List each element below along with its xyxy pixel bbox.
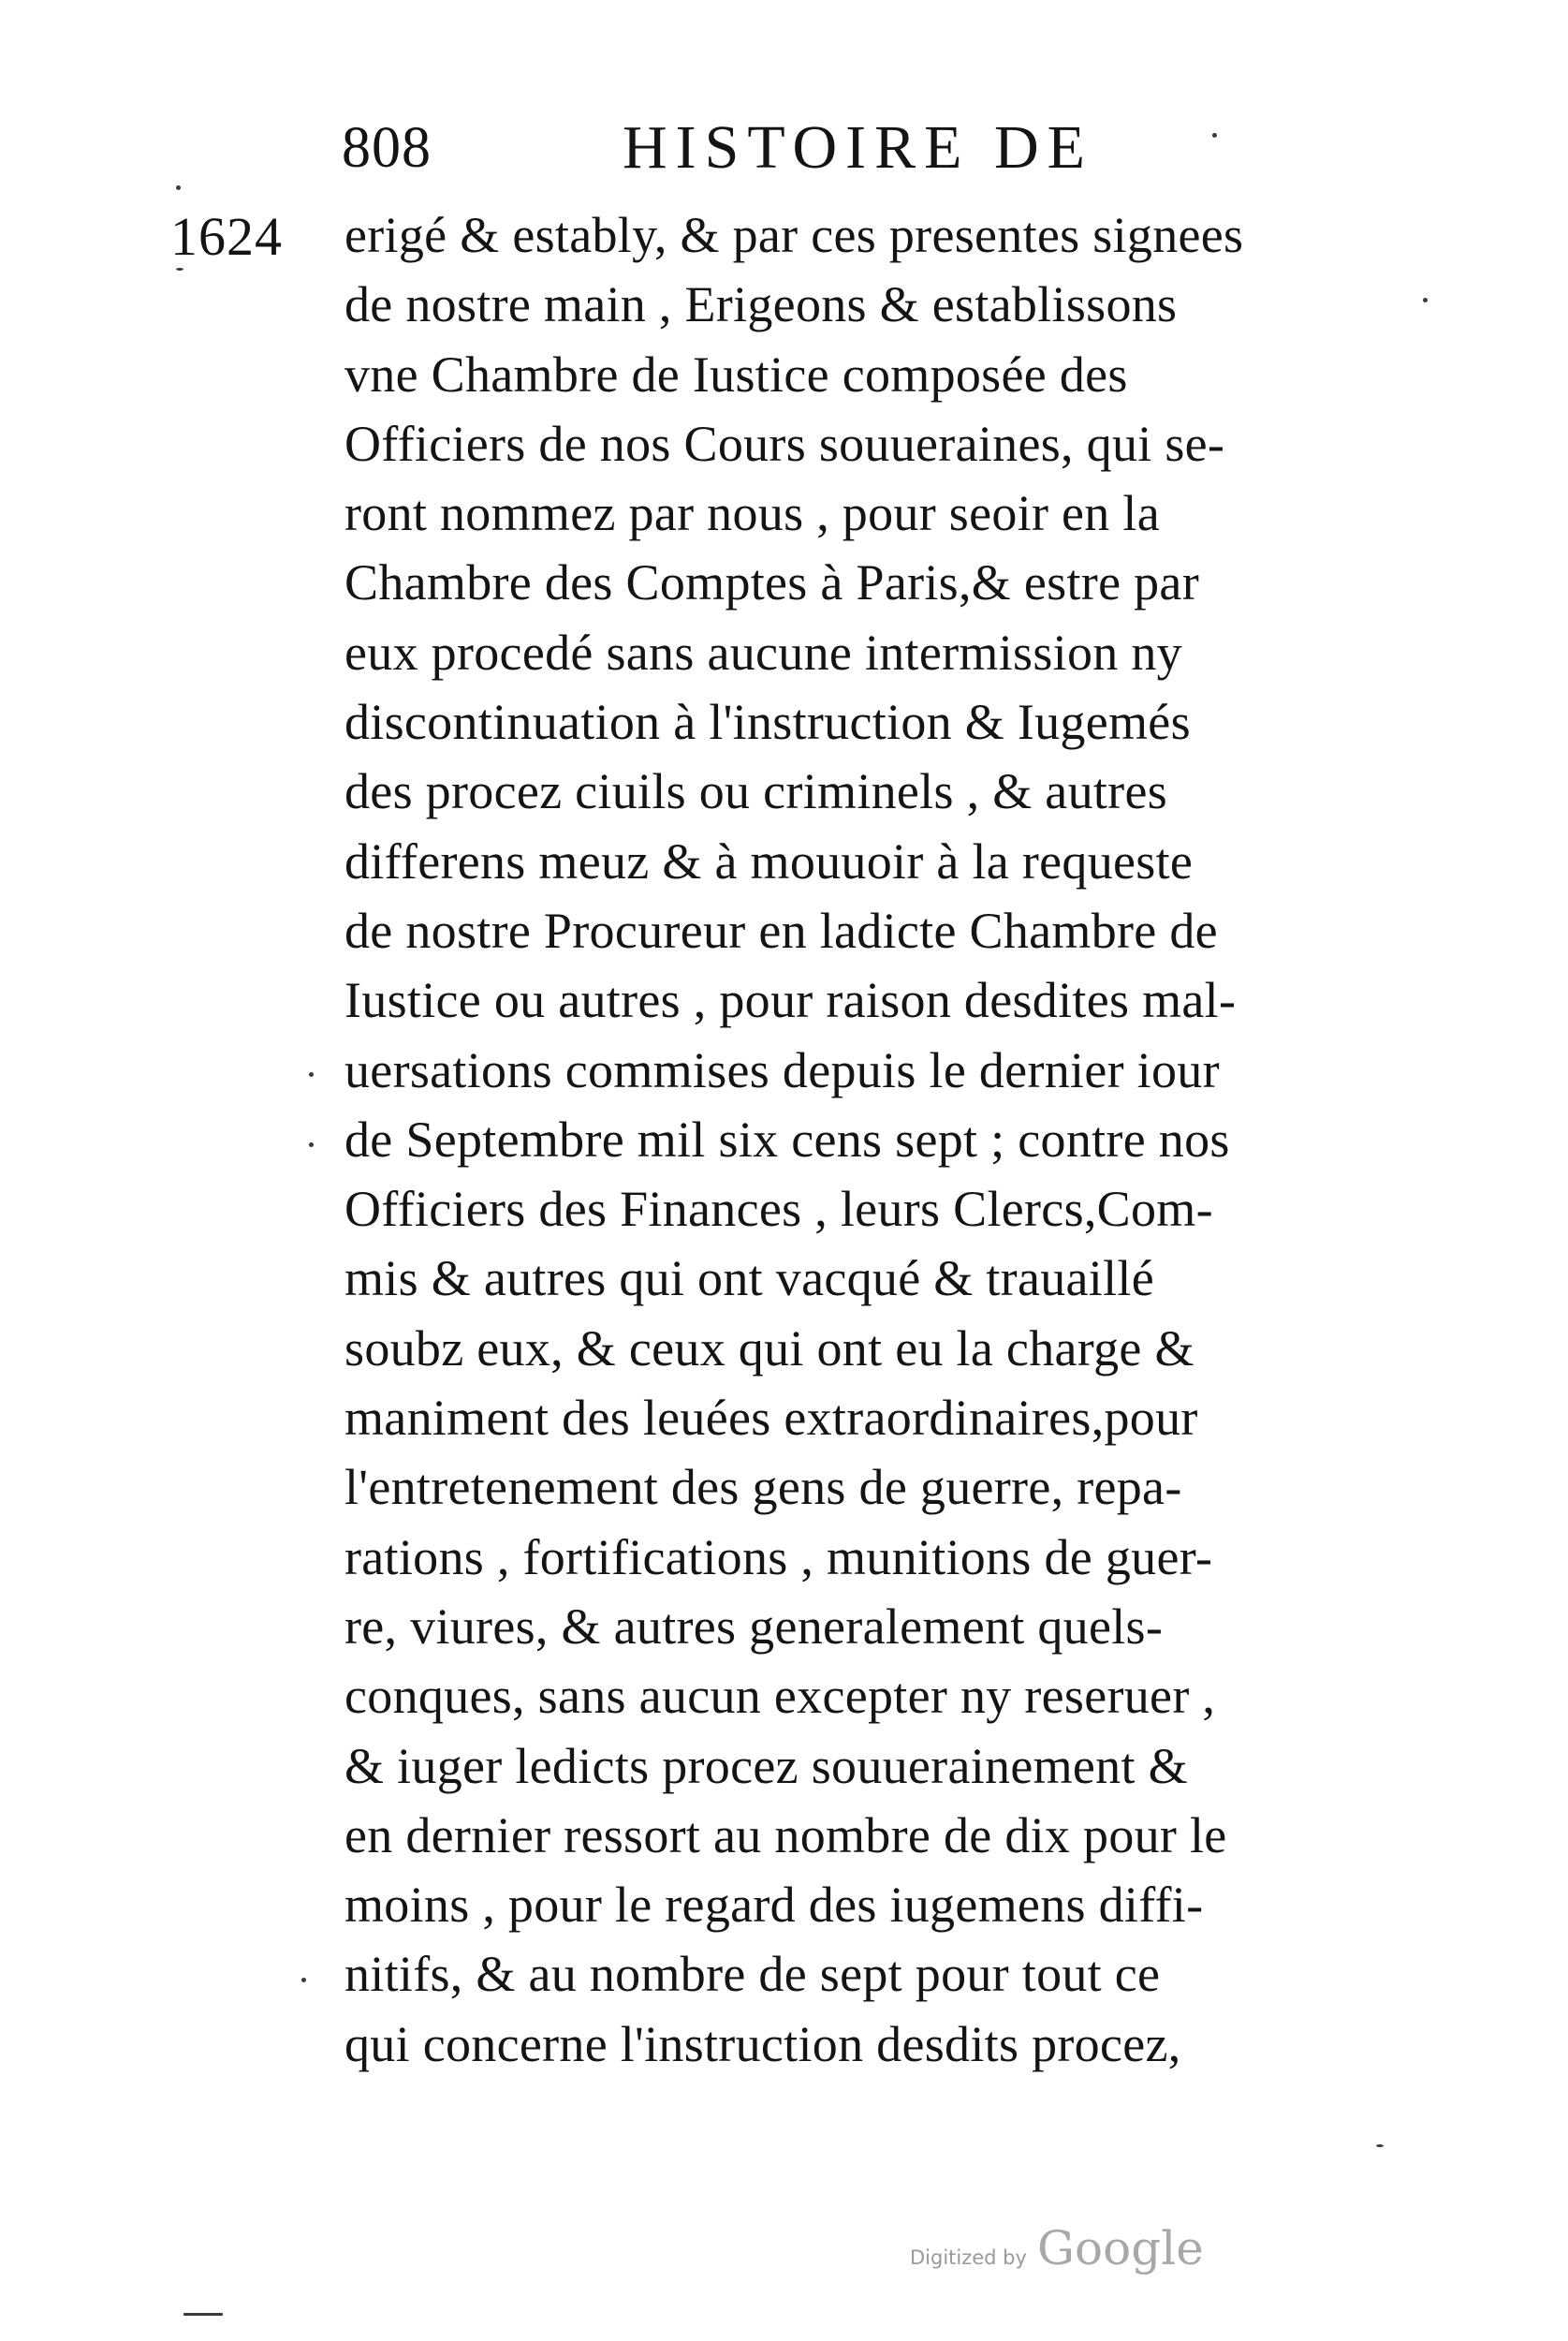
- text-line: rations , fortifications , munitions de guer-: [344, 1528, 1213, 1585]
- text-line: uersations commises depuis le dernier iour: [344, 1041, 1220, 1098]
- text-line: discontinuation à l'instruction & Iugemés: [344, 694, 1191, 751]
- watermark-prefix: Digitized by: [910, 2246, 1027, 2269]
- text-line: de Septembre mil six cens sept ; contre nos: [344, 1111, 1230, 1168]
- text-line: mis & autres qui ont vacqué & trauaillé: [344, 1250, 1154, 1307]
- text-line: soubz eux, & ceux qui ont eu la charge &: [344, 1319, 1194, 1377]
- margin-year: 1624: [170, 206, 283, 267]
- text-line: l'entretenement des gens de guerre, repa-: [344, 1459, 1182, 1516]
- digitization-watermark: [910, 2221, 1204, 2287]
- text-line: maniment des leuées extraordinaires,pour: [344, 1390, 1198, 1447]
- text-line: Chambre des Comptes à Paris,& estre par: [344, 554, 1199, 611]
- text-line: de nostre main , Erigeons & establissons: [344, 276, 1178, 333]
- body-text: [344, 200, 1449, 2079]
- text-line: nitifs, & au nombre de sept pour tout ce: [344, 1946, 1161, 2003]
- text-line: differens meuz & à mouuoir à la requeste: [344, 832, 1194, 890]
- running-title: HISTOIRE DE: [623, 113, 1093, 182]
- speck: [1212, 133, 1217, 138]
- speck: [1376, 2144, 1384, 2147]
- text-line: Officiers des Finances , leurs Clercs,Com-: [344, 1181, 1213, 1238]
- text-line: & iuger ledicts procez souuerainement &: [344, 1737, 1188, 1794]
- text-line: conques, sans aucun excepter ny reseruer ,: [344, 1668, 1216, 1725]
- speck: [309, 1142, 314, 1147]
- text-line: Officiers de nos Cours souueraines, qui se-: [344, 415, 1225, 472]
- text-line: moins , pour le regard des iugemens diffi-: [344, 1877, 1204, 1934]
- google-logo: Google: [1037, 2221, 1204, 2275]
- speck: [183, 2313, 223, 2316]
- speck: [1423, 298, 1428, 302]
- speck: [176, 268, 183, 271]
- text-line: Iustice ou autres , pour raison desdites mal-: [344, 972, 1237, 1029]
- text-line: des procez ciuils ou criminels , & autres: [344, 763, 1168, 820]
- speck: [301, 1978, 306, 1982]
- speck: [309, 1072, 314, 1077]
- text-line: vne Chambre de Iustice composée des: [344, 346, 1128, 403]
- page-header: [342, 110, 1231, 195]
- text-line: eux procedé sans aucune intermission ny: [344, 624, 1182, 681]
- text-line: re, viures, & autres generalement quels-: [344, 1597, 1164, 1655]
- text-line: ront nommez par nous , pour seoir en la: [344, 485, 1160, 542]
- speck: [176, 185, 181, 190]
- text-line: en dernier ressort au nombre de dix pour le: [344, 1806, 1227, 1863]
- page-number: 808: [342, 116, 432, 180]
- text-line: qui concerne l'instruction desdits procez,: [344, 2015, 1181, 2072]
- text-line: de nostre Procureur en ladicte Chambre de: [344, 902, 1218, 959]
- text-line: erigé & estably, & par ces presentes signees: [344, 207, 1244, 263]
